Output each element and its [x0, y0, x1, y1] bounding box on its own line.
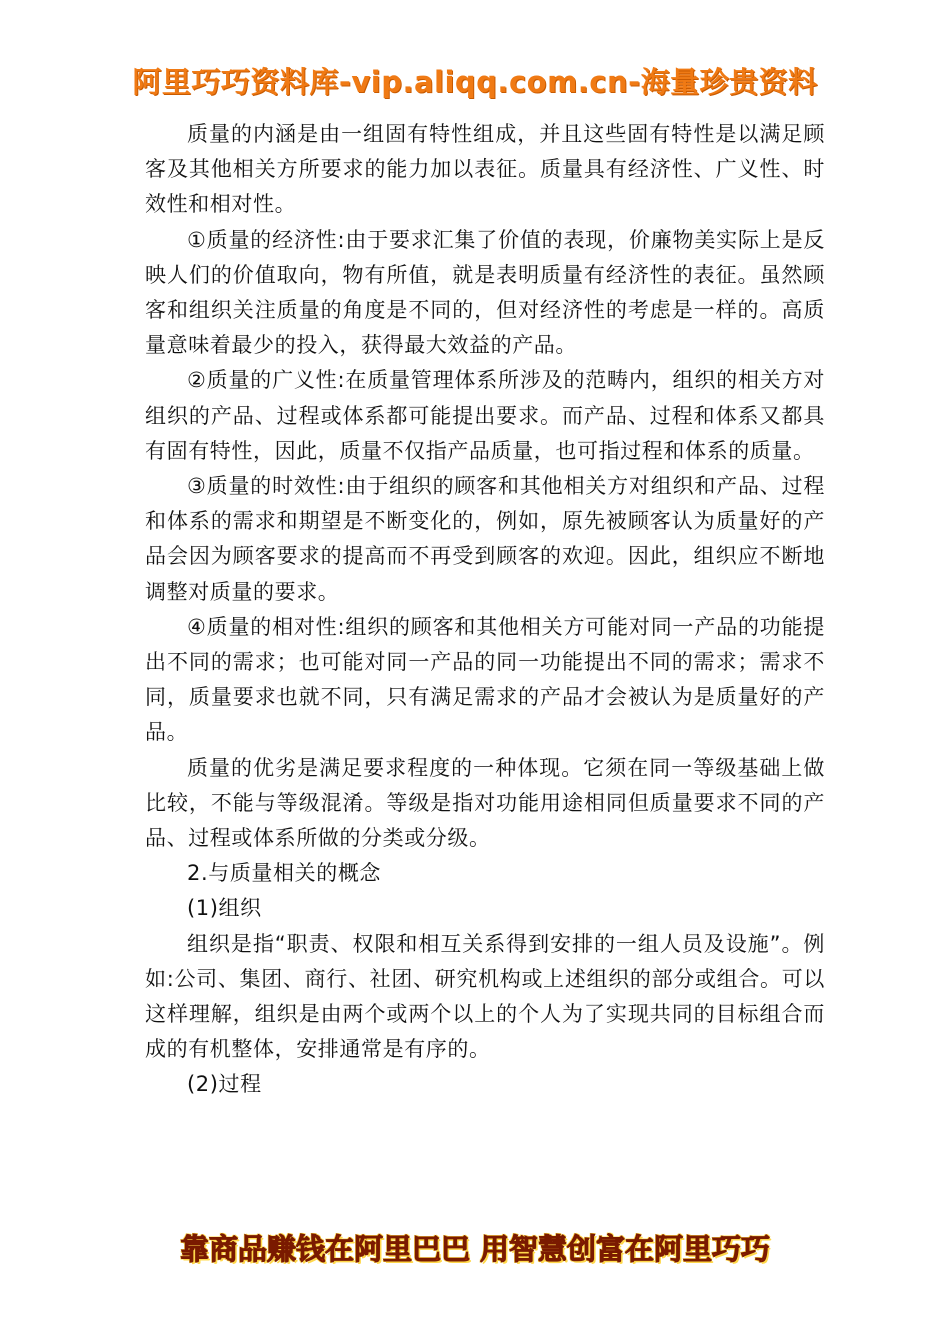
section-heading: 2.与质量相关的概念 [187, 861, 382, 886]
paragraph-breadth: ②质量的广义性:在质量管理体系所涉及的范畴内，组织的相关方对组织的产品、过程或体系都可能提出要求。而产品、过程和体系又都具有固有特性，因此，质量不仅指产品质量，也可指过程和体系的质量。 [145, 368, 825, 463]
sub-heading-process: (2)过程 [187, 1072, 262, 1097]
paragraph-relativity: ④质量的相对性:组织的顾客和其他相关方可能对同一产品的功能提出不同的需求；也可能对同一产品的同一功能提出不同的需求；需求不同，质量要求也就不同，只有满足需求的产品才会被认为是质量好的产品。 [145, 614, 825, 745]
document-body [145, 117, 825, 1103]
header-banner: 阿里巧巧资料库-vip.aliqq.com.cn-海量珍贵资料 [132, 65, 818, 99]
paragraph-grade: 质量的优劣是满足要求程度的一种体现。它须在同一等级基础上做比较，不能与等级混淆。等级是指对功能用途相同但质量要求不同的产品、过程或体系所做的分类或分级。 [145, 755, 825, 851]
paragraph-organization: 组织是指“职责、权限和相互关系得到安排的一组人员及设施”。例如:公司、集团、商行、社团、研究机构或上述组织的部分或组合。可以这样理解，组织是由两个或两个以上的个人为了实现共同的目标组合而成的有机整体，安排通常是有序的。 [145, 931, 825, 1062]
paragraph-intro: 质量的内涵是由一组固有特性组成，并且这些固有特性是以满足顾客及其他相关方所要求的能力加以表征。质量具有经济性、广义性、时效性和相对性。 [145, 122, 825, 217]
sub-heading-organization: (1)组织 [187, 896, 262, 921]
footer-banner: 靠商品赚钱在阿里巴巴 用智慧创富在阿里巧巧 [179, 1232, 771, 1266]
paragraph-economy: ①质量的经济性:由于要求汇集了价值的表现，价廉物美实际上是反映人们的价值取向，物有所值，就是表明质量有经济性的表征。虽然顾客和组织关注质量的角度是不同的，但对经济性的考虑是一样的。高质量意味着最少的投入，获得最大效益的产品。 [145, 227, 825, 358]
paragraph-timeliness: ③质量的时效性:由于组织的顾客和其他相关方对组织和产品、过程和体系的需求和期望是不断变化的，例如，原先被顾客认为质量好的产品会因为顾客要求的提高而不再受到顾客的欢迎。因此，组织应不断地调整对质量的要求。 [145, 474, 825, 604]
